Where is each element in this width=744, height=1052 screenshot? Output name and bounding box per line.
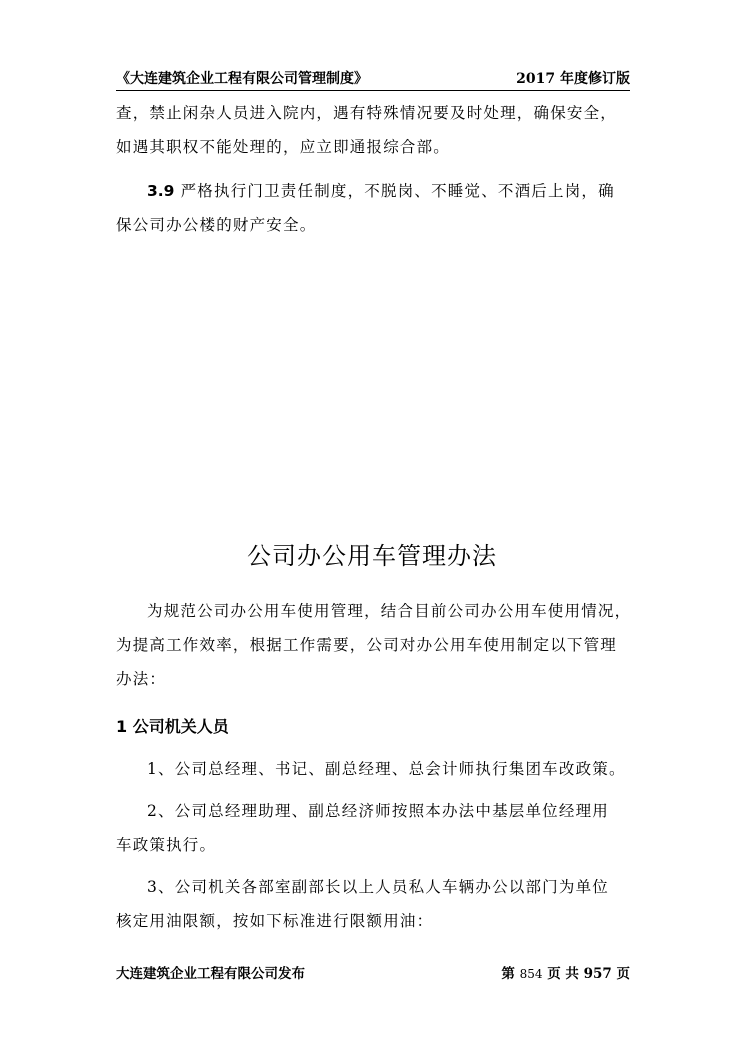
footer-page-number: 第 854 页 共 957 页 <box>501 966 630 982</box>
clause-3-9-text: 严格执行门卫责任制度，不脱岗、不睡觉、不酒后上岗，确 <box>180 182 615 200</box>
heading-1: 1 公司机关人员 <box>116 717 229 736</box>
continued-line-1: 查，禁止闲杂人员进入院内，遇有特殊情况要及时处理，确保安全， <box>116 104 618 122</box>
continued-line-2: 如遇其职权不能处理的，应立即通报综合部。 <box>116 138 451 156</box>
intro-line-1: 为规范公司办公用车使用管理，结合目前公司办公用车使用情况， <box>147 602 632 620</box>
continued-paragraph <box>116 96 636 164</box>
section-title: 公司办公用车管理办法 <box>247 542 497 570</box>
clause-3-9-paragraph <box>116 174 636 242</box>
list-item: 2、公司总经理助理、副总经济师按照本办法中基层单位经理用 <box>147 802 609 820</box>
clause-3-9-line-1 <box>116 174 636 208</box>
intro-line-3: 办法： <box>116 670 167 688</box>
footer-publisher: 大连建筑企业工程有限公司发布 <box>116 966 305 982</box>
clause-3-9-line-2: 保公司办公楼的财产安全。 <box>116 216 317 234</box>
list-item-continuation: 车政策执行。 <box>116 836 217 854</box>
clause-number: 3.9 <box>147 182 175 200</box>
current-page: 854 <box>519 967 543 981</box>
header-divider <box>116 90 630 91</box>
total-pages: 957 <box>583 966 612 982</box>
intro-line-2: 为提高工作效率，根据工作需要，公司对办公用车使用制定以下管理 <box>116 636 618 654</box>
list-item: 3、公司机关各部室副部长以上人员私人车辆办公以部门为单位 <box>147 878 609 896</box>
page-header <box>116 68 630 90</box>
header-document-title: 《大连建筑企业工程有限公司管理制度》 <box>116 71 368 87</box>
header-edition: 2017 年度修订版 <box>516 71 630 87</box>
page-footer <box>116 962 630 984</box>
list-item-continuation: 核定用油限额，按如下标准进行限额用油： <box>116 912 434 930</box>
list-item: 1、公司总经理、书记、副总经理、总会计师执行集团车改政策。 <box>147 760 626 778</box>
item-list <box>116 752 636 938</box>
intro-paragraph <box>116 594 636 696</box>
